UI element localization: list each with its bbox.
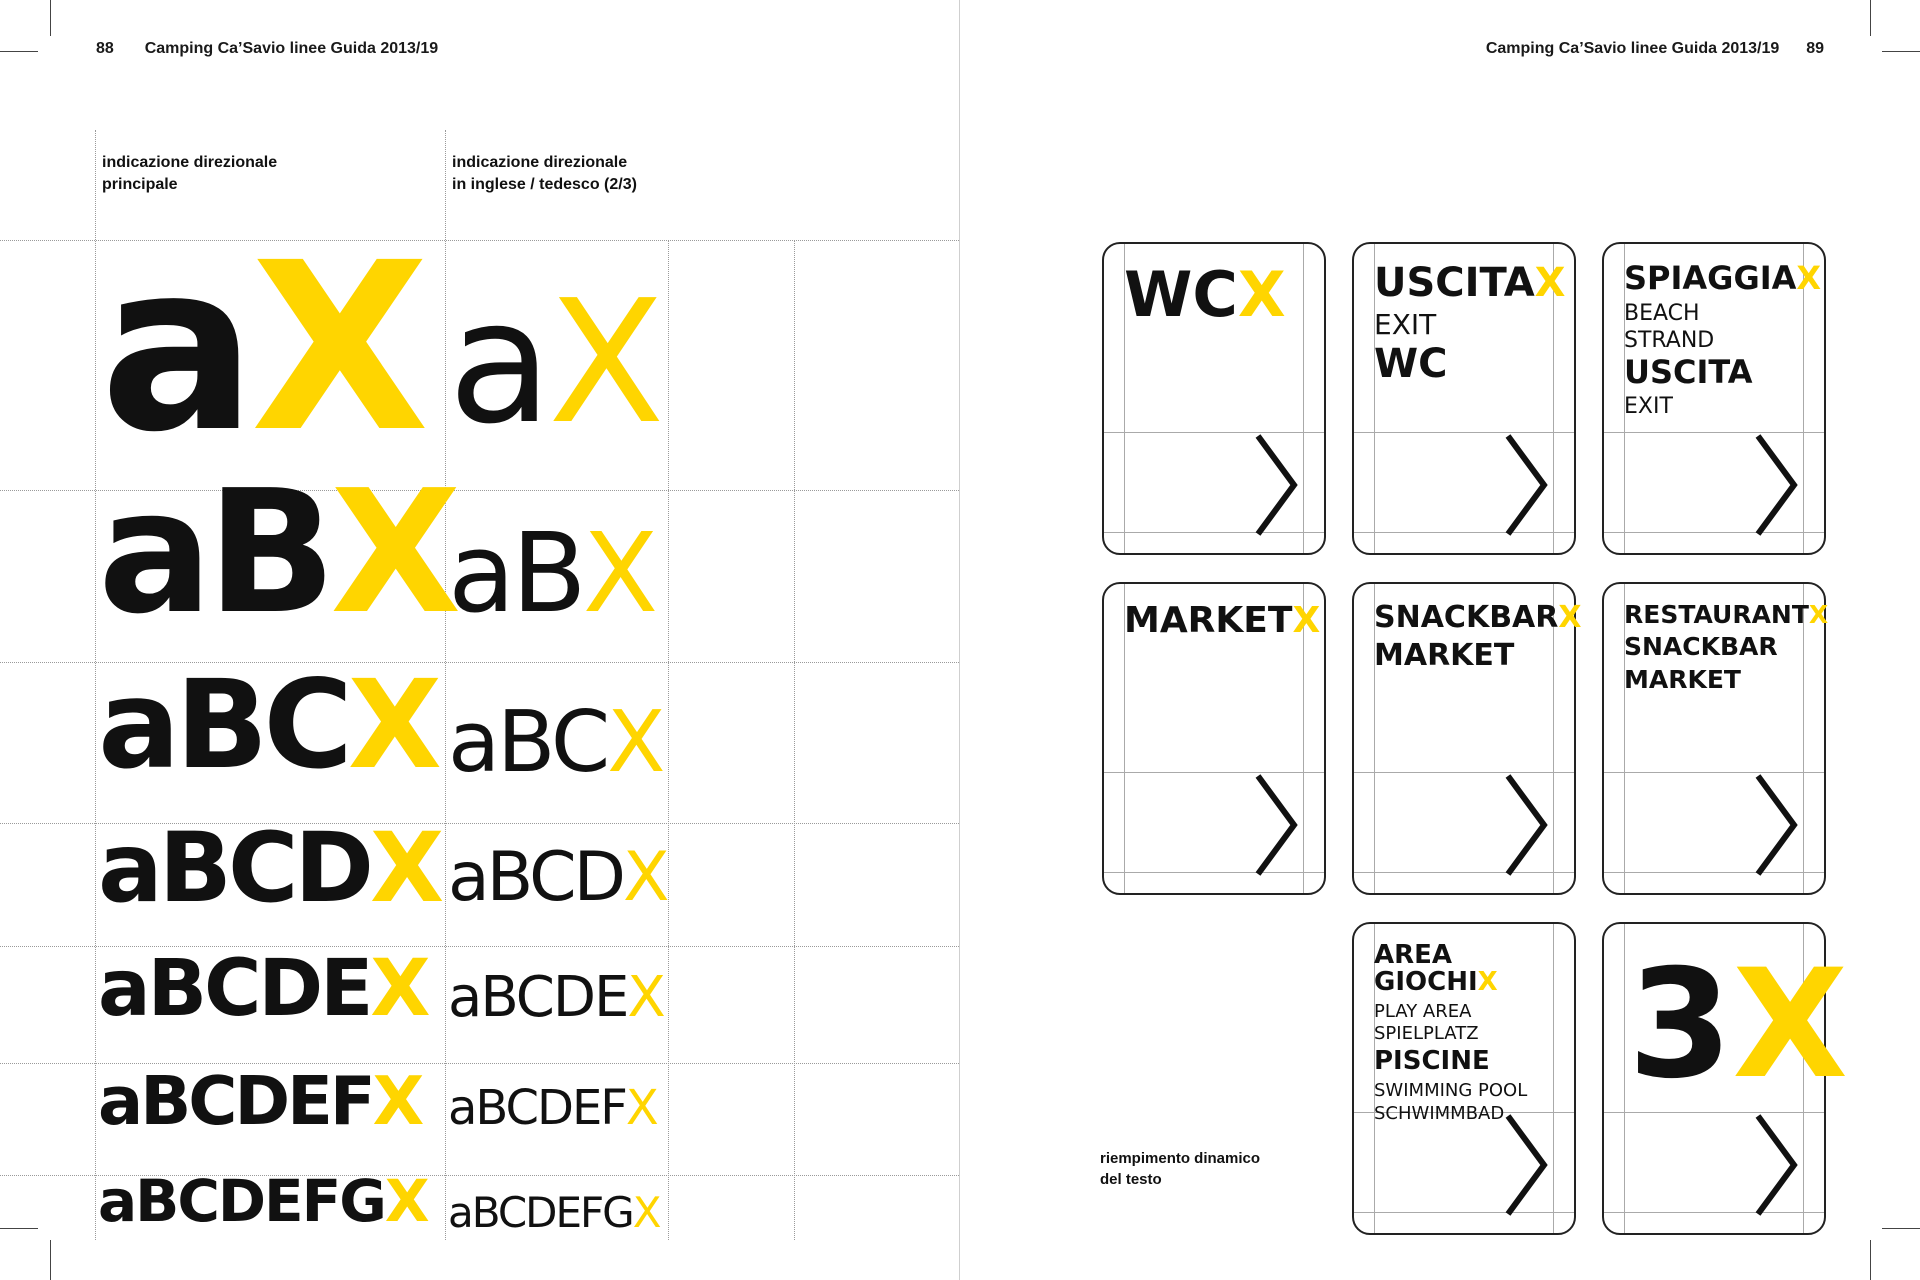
sign-line bbox=[1624, 634, 1814, 660]
chevron-right-icon bbox=[1498, 1114, 1554, 1216]
sign-panel bbox=[1352, 242, 1576, 555]
yellow-x-mark: X bbox=[1732, 938, 1849, 1112]
header-title: Camping Ca’Savio linee Guida 2013/19 bbox=[1485, 40, 1780, 57]
specimen-principale-3: aBCX bbox=[98, 654, 437, 796]
sign-line-text: WC bbox=[1374, 341, 1448, 388]
sign-line-text: AREA GIOCHI bbox=[1374, 940, 1478, 998]
sign-line bbox=[1624, 600, 1829, 629]
sign-line bbox=[1628, 938, 1849, 1112]
sign-line-text: BEACH bbox=[1624, 300, 1700, 326]
sign-panel bbox=[1602, 922, 1849, 1235]
caption-riempimento: riempimento dinamico del testo bbox=[1100, 1150, 1261, 1188]
crop-mark bbox=[1870, 0, 1871, 36]
sign-text-block bbox=[1624, 938, 1849, 1112]
yellow-x-mark: X bbox=[1534, 260, 1566, 306]
crop-mark bbox=[50, 0, 51, 36]
right-page-header bbox=[1486, 40, 1824, 58]
crop-mark bbox=[1870, 1240, 1871, 1280]
sign-guide-line bbox=[1604, 772, 1824, 773]
sign-line-text: MARKET bbox=[1624, 664, 1741, 694]
specimen-inglese-4: aBCDX bbox=[448, 838, 667, 917]
sign-line bbox=[1624, 395, 1814, 418]
header-title: Camping Ca’Savio linee Guida 2013/19 bbox=[144, 40, 439, 57]
sign-line bbox=[1624, 259, 1822, 297]
yellow-x-mark: X bbox=[1292, 600, 1321, 641]
sign-line bbox=[1124, 600, 1321, 641]
sign-line-text: SNACKBAR bbox=[1374, 600, 1559, 635]
sign-line bbox=[1374, 600, 1582, 635]
sign-line bbox=[1624, 302, 1814, 325]
sign-text-block bbox=[1624, 259, 1822, 422]
sign-line bbox=[1374, 1079, 1564, 1101]
sign-line-text: EXIT bbox=[1374, 308, 1437, 341]
crop-mark bbox=[0, 1228, 38, 1229]
left-page-header bbox=[96, 40, 438, 58]
page-number: 88 bbox=[96, 40, 114, 57]
specimen-inglese-3: aBCX bbox=[448, 693, 663, 792]
sign-panel bbox=[1352, 922, 1576, 1235]
sign-panel bbox=[1102, 582, 1326, 895]
specimen-principale-7: aBCDEFGX bbox=[98, 1167, 428, 1235]
chevron-right-icon bbox=[1748, 434, 1804, 536]
sign-line bbox=[1374, 310, 1564, 339]
sign-line bbox=[1624, 329, 1814, 352]
sign-line bbox=[1124, 258, 1314, 331]
sign-line bbox=[1374, 1000, 1564, 1022]
sign-text-block bbox=[1124, 600, 1321, 646]
sign-guide-line bbox=[1104, 432, 1324, 433]
sign-line bbox=[1624, 352, 1814, 391]
sign-panel bbox=[1602, 242, 1826, 555]
page-spine bbox=[959, 0, 960, 1280]
column-heading-inglese-tedesco: indicazione direzionale in inglese / tedesco (2/3) bbox=[452, 154, 637, 193]
column-heading-principale: indicazione direzionale principale bbox=[102, 154, 278, 193]
crop-mark bbox=[50, 1240, 51, 1280]
yellow-x-mark: X bbox=[1477, 967, 1498, 998]
yellow-x-mark: X bbox=[1237, 258, 1286, 331]
specimen-inglese-2: aBX bbox=[448, 509, 655, 637]
chevron-right-icon bbox=[1498, 774, 1554, 876]
sign-text-block bbox=[1374, 262, 1564, 391]
sign-line bbox=[1374, 942, 1564, 997]
sign-line bbox=[1374, 637, 1564, 673]
chevron-right-icon bbox=[1748, 774, 1804, 876]
sign-guide-line bbox=[1604, 1112, 1824, 1113]
sign-panel bbox=[1102, 242, 1326, 555]
sign-text-block bbox=[1124, 258, 1314, 333]
sign-panel bbox=[1602, 582, 1829, 895]
sign-line bbox=[1624, 664, 1814, 694]
sign-line-text: MARKET bbox=[1374, 637, 1515, 673]
specimen-principale-4: aBCDX bbox=[98, 812, 441, 924]
crop-mark bbox=[1882, 1228, 1920, 1229]
sign-line-text: SNACKBAR bbox=[1624, 632, 1778, 662]
sign-text-block bbox=[1374, 600, 1582, 677]
chevron-right-icon bbox=[1748, 1114, 1804, 1216]
yellow-x-mark: X bbox=[1808, 600, 1829, 629]
sign-line-text: RESTAURANT bbox=[1624, 600, 1809, 629]
specimen-principale-6: aBCDEFX bbox=[98, 1062, 422, 1140]
sign-line bbox=[1374, 1048, 1564, 1075]
sign-line-text: PISCINE bbox=[1374, 1046, 1490, 1077]
sign-guide-line bbox=[1104, 772, 1324, 773]
sign-guide-line bbox=[1354, 432, 1574, 433]
sign-line-text: 3 bbox=[1628, 938, 1733, 1112]
crop-mark bbox=[0, 51, 38, 52]
chevron-right-icon bbox=[1248, 434, 1304, 536]
sign-line-text: MARKET bbox=[1124, 600, 1293, 641]
chevron-right-icon bbox=[1248, 774, 1304, 876]
sign-line-text: USCITA bbox=[1374, 260, 1535, 306]
sign-line-text: WC bbox=[1124, 258, 1238, 331]
sign-line bbox=[1374, 262, 1564, 304]
crop-mark bbox=[1882, 51, 1920, 52]
sign-line bbox=[1374, 1025, 1564, 1044]
page-number: 89 bbox=[1806, 40, 1824, 57]
specimen-inglese-7: aBCDEFGX bbox=[448, 1188, 660, 1237]
sign-line-text: SWIMMING POOL bbox=[1374, 1079, 1528, 1101]
chevron-right-icon bbox=[1498, 434, 1554, 536]
sign-line-text: EXIT bbox=[1624, 394, 1673, 420]
sign-line-text: SPIELPLATZ bbox=[1374, 1023, 1479, 1045]
sign-line-text: SPIAGGIA bbox=[1624, 259, 1797, 297]
yellow-x-mark: X bbox=[1558, 600, 1582, 635]
sign-guide-line bbox=[1604, 432, 1824, 433]
specimen-inglese-1: aX bbox=[448, 264, 661, 462]
sign-line-text: USCITA bbox=[1624, 352, 1753, 391]
sign-line-text: STRAND bbox=[1624, 327, 1715, 353]
specimen-principale-5: aBCDEX bbox=[98, 944, 428, 1034]
sign-guide-line bbox=[1354, 772, 1574, 773]
sign-text-block bbox=[1374, 942, 1564, 1127]
yellow-x-mark: X bbox=[1796, 259, 1822, 297]
specimen-principale-2: aBX bbox=[98, 454, 456, 652]
sign-panel bbox=[1352, 582, 1582, 895]
specimen-inglese-5: aBCDEX bbox=[448, 965, 664, 1030]
sign-line-text: SCHWIMMBAD bbox=[1374, 1102, 1505, 1124]
specimen-principale-1: aX bbox=[100, 213, 424, 483]
sign-line-text: PLAY AREA bbox=[1374, 1000, 1472, 1022]
sign-line bbox=[1374, 341, 1564, 388]
sign-text-block bbox=[1624, 600, 1829, 699]
specimen-inglese-6: aBCDEFX bbox=[448, 1080, 657, 1136]
